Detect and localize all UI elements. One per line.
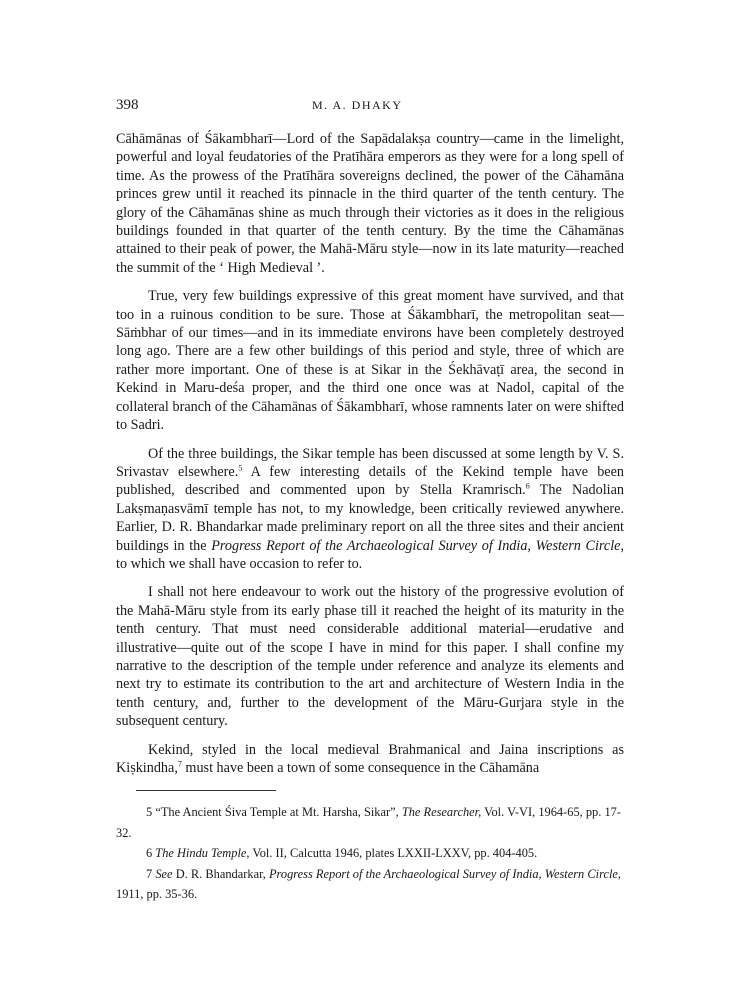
- paragraph: [116, 130, 624, 277]
- text-run: Vol. V-VI, 1964-65, pp. 17-32.: [116, 805, 621, 840]
- text-run: 7: [146, 866, 156, 881]
- footnote: [116, 843, 621, 864]
- footnote: [116, 864, 621, 905]
- text-run: Cāhāmānas of Śākambharī—Lord of the Sapādalakṣa country—came in the limelight, powerful and loyal feudatories of the Pratīhāra emperors as they were for a long spell of time. As the prowess of the Pratīhāra sovereigns declined, the power of the Cāhamāna princes grew until it reached its pinnacle in the third quarter of the tenth century. The glory of the Cāhamānas shine as much through their victories as it does in the religious buildings founded in that quarter of the tenth century. By the time the Cāhamānas attained to their peak of power, the Mahā-Māru style—now in its late maturity—reached the summit of the ‘ High Medieval ’.: [116, 131, 624, 276]
- text-run: must have been a town of some consequence in the Cāhamāna: [181, 760, 540, 776]
- italic-text: See: [155, 866, 173, 881]
- italic-text: Progress Report of the Archaeological Survey of India, Western Circle: [211, 537, 621, 554]
- italic-text: The Hindu Temple,: [155, 846, 250, 860]
- body-text: [116, 130, 624, 777]
- text-run: Of the three buildings, the Sikar temple has been discussed at some length by V. S. Srivastav elsewhere.: [116, 445, 624, 480]
- paragraph: [116, 741, 624, 778]
- text-run: I shall not here endeavour to work out the history of the progressive evolution of the Mahā-Māru style from its early phase till it reached the height of its maturity in the tenth century. That must need considerable additional material—erudative and illustrative—quite out of the scope I have in mind for this paper. I shall confine my narrative to the description of the temple under reference and analyze its elements and next try to estimate its contribution to the art and architecture of Western India in the tenth century, and, further to the development of the Māru-Gurjara style in the subsequent century.: [116, 584, 624, 730]
- italic-text: Progress Report of the Archaeological Survey of India, Western Circle,: [268, 866, 621, 881]
- footnote-ref: 5: [238, 463, 243, 473]
- text-run: Vol. II, Calcutta 1946, plates LXXII-LXXV, pp. 404-405.: [249, 846, 538, 860]
- text-run: Kekind, styled in the local medieval Brahmanical and Jaina inscriptions as Kiṣkindha,: [116, 741, 624, 776]
- text-run: 6: [146, 846, 156, 860]
- paragraph: [116, 287, 624, 434]
- running-head: M. A. DHAKY: [312, 98, 403, 112]
- page-header: [116, 97, 626, 117]
- footnote-divider: [136, 790, 276, 791]
- footnote-ref: 6: [525, 481, 530, 491]
- italic-text: The Researcher,: [401, 805, 482, 819]
- footnote-ref: 7: [177, 759, 182, 769]
- paragraph: [116, 445, 624, 574]
- text-run: 1911, pp. 35-36.: [116, 887, 198, 901]
- text-run: The Nadolian Lakṣmaṇasvāmī temple has not, to my knowledge, been critically reviewed anywhere. Earlier, D. R. Bhandarkar made preliminary report on all the three sites and their ancient buildings in the: [116, 482, 624, 554]
- footnote: [116, 802, 621, 843]
- footnotes: [116, 802, 621, 905]
- text-run: D. R. Bhandarkar,: [172, 866, 269, 881]
- text-run: True, very few buildings expressive of this great moment have survived, and that too in a ruinous condition to be sure. Those at Śākambharī, the metropolitan seat—Sāṁbhar of our times—and in its immediate environs have been completely destroyed long ago. There are a few other buildings of this period and style, three of which are rather more important. One of these is at Sikar in the Śekhāvaṭī area, the second in Kekind in Maru-deśa proper, and the third one once was at Nadol, capital of the collateral branch of the Cāhamānas of Śākambharī, whose ramnents later on were shifted to Sadri.: [116, 288, 624, 434]
- page-number: 398: [116, 97, 139, 113]
- text-run: A few interesting details of the Kekind temple have been published, described and commented upon by Stella Kramrisch.: [116, 463, 624, 499]
- text-run: , to which we shall have occasion to refer to.: [116, 537, 624, 572]
- text-run: 5 “The Ancient Śiva Temple at Mt. Harsha, Sikar”,: [146, 805, 402, 819]
- paragraph: [116, 583, 624, 730]
